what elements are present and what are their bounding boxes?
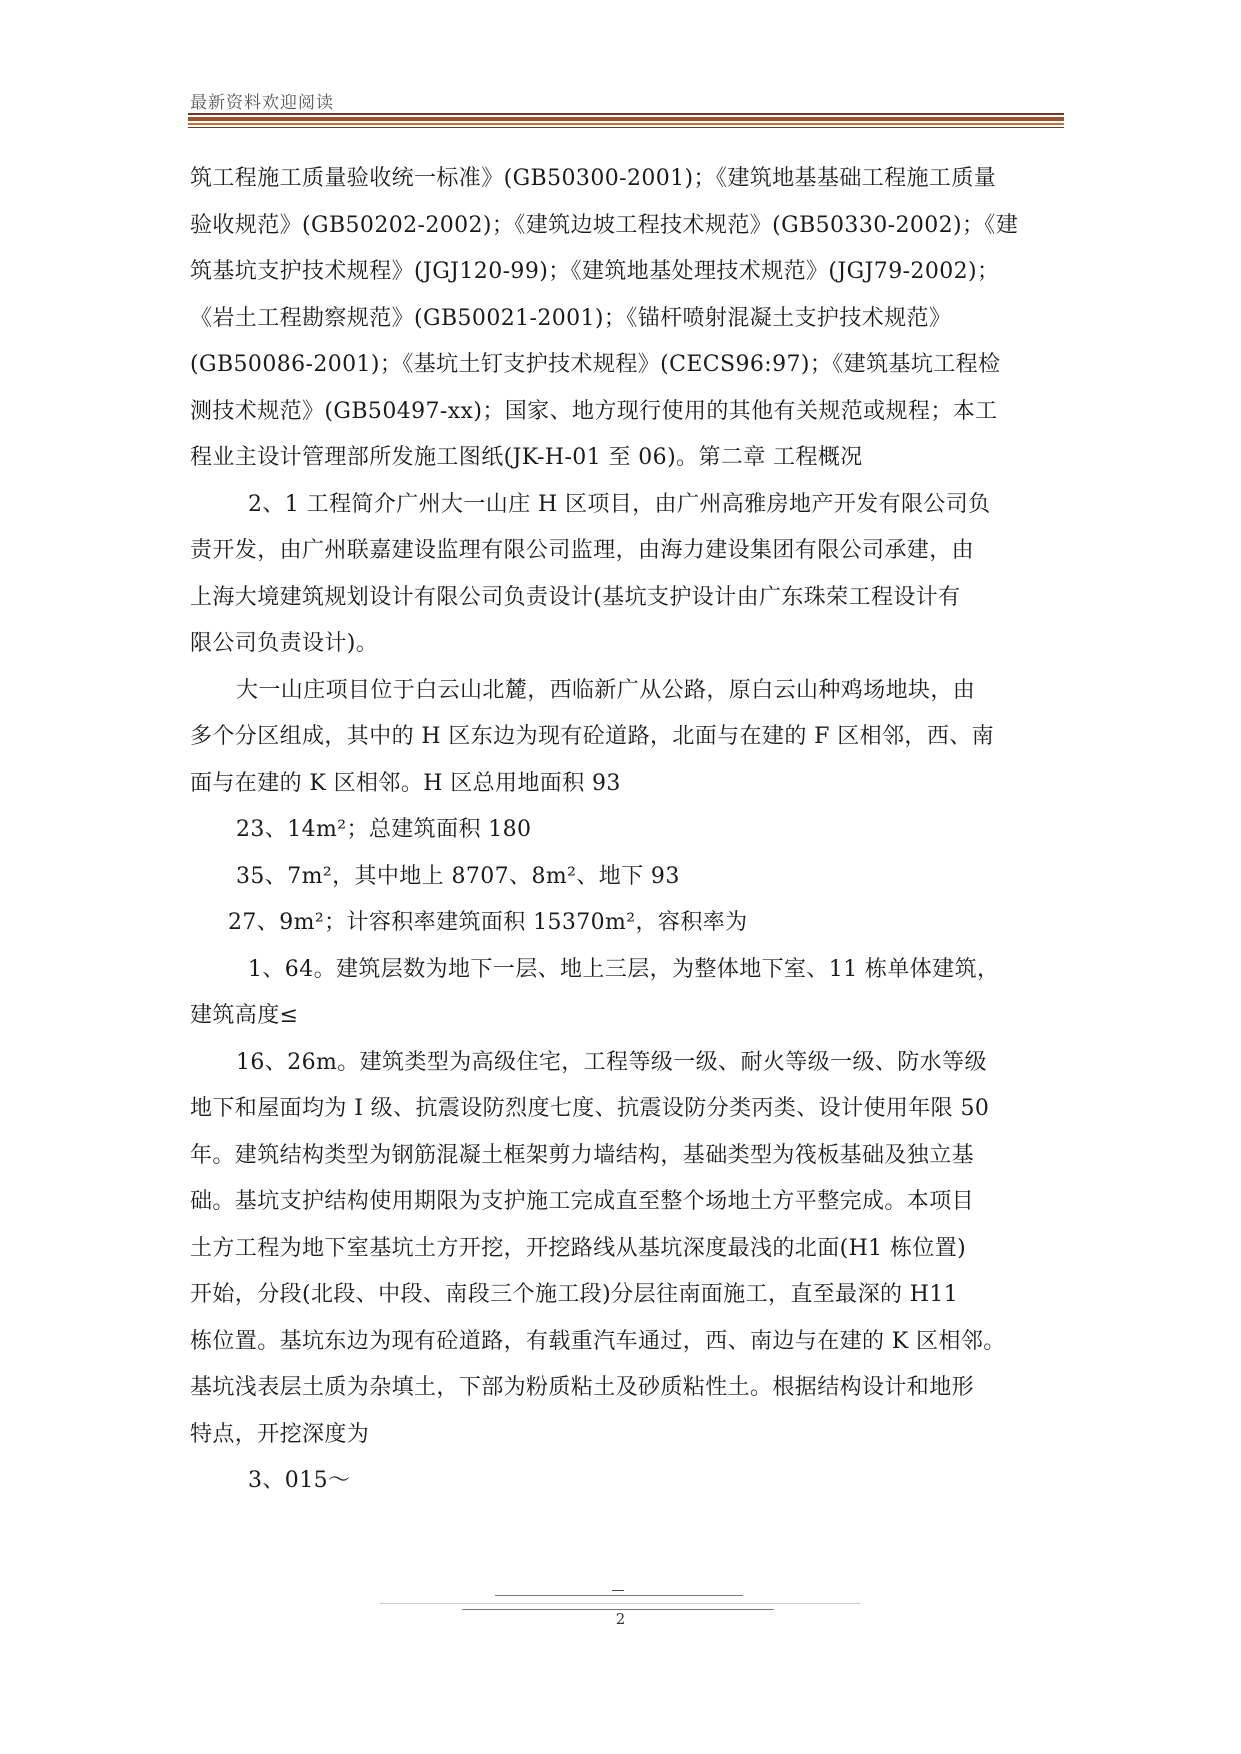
- text-line: 多个分区组成，其中的 H 区东边为现有砼道路，北面与在建的 F 区相邻，西、南: [190, 724, 995, 749]
- text-line: 测技术规范》(GB50497-xx)；国家、地方现行使用的其他有关规范或规程；本工: [190, 398, 998, 424]
- text-line: 3、015～: [248, 1468, 351, 1493]
- text-line: 程业主设计管理部所发施工图纸(JK-H-01 至 06)。第二章 工程概况: [190, 445, 863, 470]
- text-line: 限公司负责设计)。: [190, 631, 379, 656]
- header-rule-thick: [188, 117, 1064, 121]
- page-number: 2: [615, 1610, 626, 1628]
- text-line: 栋位置。基坑东边为现有砼道路，有载重汽车通过，西、南边与在建的 K 区相邻。: [190, 1328, 1006, 1354]
- text-line: 验收规范》(GB50202-2002)；《建筑边坡工程技术规范》(GB50330-2002)；《建: [190, 212, 1019, 238]
- footer-rule-wide: [380, 1603, 860, 1604]
- text-line: 特点，开挖深度为: [190, 1421, 370, 1447]
- header-rule: [188, 113, 1064, 115]
- text-line: 2、1 工程简介广州大一山庄 H 区项目，由广州高雅房地产开发有限公司负: [248, 491, 991, 517]
- text-line: (GB50086-2001)；《基坑土钉支护技术规程》(CECS96:97)；《建筑基坑工程检: [190, 352, 1001, 377]
- body-text: [190, 156, 1060, 1505]
- text-line: 23、14m²；总建筑面积 180: [236, 817, 532, 842]
- text-line: 础。基坑支护结构使用期限为支护施工完成直至整个场地土方平整完成。本项目: [190, 1189, 975, 1214]
- text-line: 建筑高度≤: [190, 1003, 299, 1028]
- text-line: 筑基坑支护技术规程》(JGJ120-99)；《建筑地基处理技术规范》(JGJ79-2002)；: [190, 259, 1000, 284]
- text-line: 基坑浅表层土质为杂填土，下部为粉质粘土及砂质粘性土。根据结构设计和地形: [190, 1375, 975, 1400]
- text-line: 责开发，由广州联嘉建设监理有限公司监理，由海力建设集团有限公司承建，由: [190, 538, 975, 563]
- text-line: 面与在建的 K 区相邻。H 区总用地面积 93: [190, 770, 621, 796]
- text-line: 开始，分段(北段、中段、南段三个施工段)分层往南面施工，直至最深的 H11: [190, 1282, 959, 1307]
- header-rule-light: [188, 123, 1064, 125]
- text-line: 35、7m²，其中地上 8707、8m²、地下 93: [236, 863, 680, 889]
- text-line: 年。建筑结构类型为钢筋混凝土框架剪力墙结构，基础类型为筏板基础及独立基: [190, 1142, 975, 1168]
- header-rule-bottom: [188, 127, 1064, 128]
- text-line: 《岩土工程勘察规范》(GB50021-2001)；《锚杆喷射混凝土支护技术规范》: [190, 305, 952, 331]
- text-line: 上海大境建筑规划设计有限公司负责设计(基坑支护设计由广东珠荣工程设计有: [190, 584, 961, 610]
- text-line: 地下和屋面均为 I 级、抗震设防烈度七度、抗震设防分类丙类、设计使用年限 50: [190, 1096, 990, 1121]
- text-line: 16、26m。建筑类型为高级住宅，工程等级一级、耐火等级一级、防水等级: [236, 1049, 987, 1075]
- page-header-title: 最新资料欢迎阅读: [190, 93, 334, 113]
- text-line: 27、9m²；计容积率建筑面积 15370m²，容积率为: [228, 910, 748, 935]
- footer-rule-tick: [612, 1590, 624, 1591]
- text-line: 1、64。建筑层数为地下一层、地上三层，为整体地下室、11 栋单体建筑，: [248, 956, 1000, 982]
- text-line: 筑工程施工质量验收统一标准》(GB50300-2001)；《建筑地基基础工程施工质量: [190, 166, 997, 191]
- text-line: 大一山庄项目位于白云山北麓，西临新广从公路，原白云山种鸡场地块，由: [236, 677, 976, 703]
- text-line: 土方工程为地下室基坑土方开挖，开挖路线从基坑深度最浅的北面(H1 栋位置): [190, 1235, 967, 1261]
- footer-rule: [495, 1595, 743, 1596]
